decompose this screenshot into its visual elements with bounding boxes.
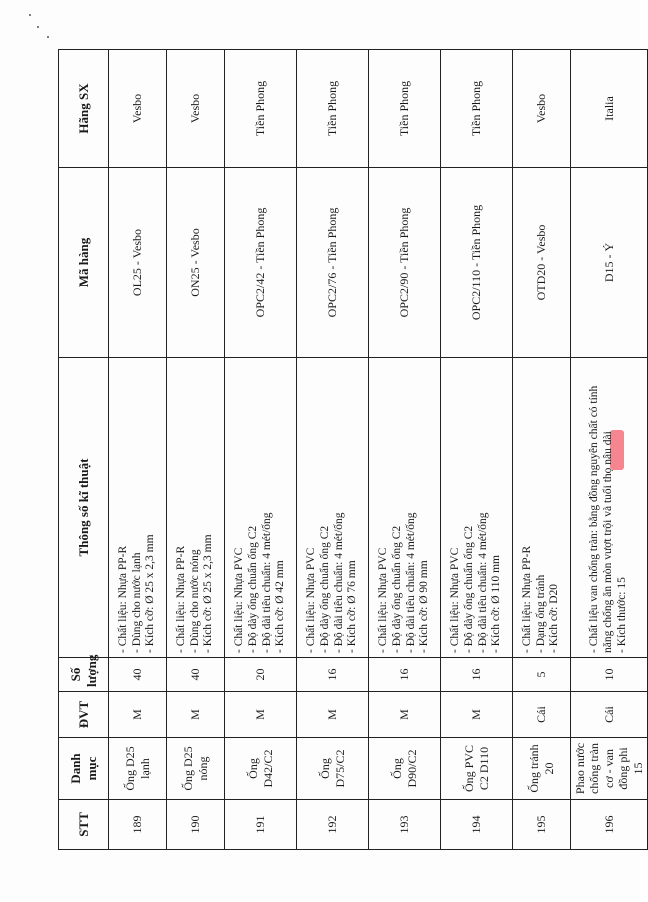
cell-so-luong: 5 bbox=[513, 658, 571, 692]
spec-line: - Độ dài tiêu chuẩn: 4 mét/ống bbox=[260, 512, 273, 653]
spec-line: - Kích cỡ: Ø 90 mm bbox=[418, 560, 431, 653]
cell-danh-muc: Phao nước chống tràn cơ - van đồng phi 15 bbox=[571, 738, 648, 800]
product-spec-table bbox=[58, 49, 648, 850]
spec-line: - Độ dày ống chuẩn ống C2 bbox=[246, 525, 259, 653]
table-row bbox=[109, 50, 167, 850]
table-row bbox=[571, 50, 648, 850]
spec-line: - Dùng cho nước nóng bbox=[188, 549, 201, 653]
spec-line: - Kích cỡ: Ø 25 x 2,3 mm bbox=[144, 534, 157, 653]
cell-dvt: M bbox=[441, 692, 513, 738]
cell-ma-hang: ON25 - Vesbo bbox=[167, 168, 225, 358]
table-row bbox=[513, 50, 571, 850]
spec-line: - Kích cỡ: Ø 76 mm bbox=[346, 560, 359, 653]
cell-so-luong: 16 bbox=[369, 658, 441, 692]
spec-line: - Độ dày ống chuẩn ống C2 bbox=[390, 525, 403, 653]
header-so-luong: Số lượng bbox=[59, 658, 109, 692]
cell-hang-sx: Tiền Phong bbox=[369, 50, 441, 168]
spec-line: - Kích cỡ: D20 bbox=[548, 584, 561, 653]
cell-thong-so bbox=[441, 358, 513, 658]
header-stt: STT bbox=[59, 800, 109, 850]
spec-line: - Kích cỡ: Ø 42 mm bbox=[274, 560, 287, 653]
cell-danh-muc: Ống D25 nóng bbox=[167, 738, 225, 800]
cell-stt: 190 bbox=[167, 800, 225, 850]
table-row bbox=[225, 50, 297, 850]
spec-line: - Độ dài tiêu chuẩn: 4 mét/ống bbox=[332, 512, 345, 653]
cell-so-luong: 10 bbox=[571, 658, 648, 692]
spec-line: - Kích thước: 15 bbox=[615, 577, 628, 653]
table-row bbox=[369, 50, 441, 850]
cell-ma-hang: OL25 - Vesbo bbox=[109, 168, 167, 358]
cell-stt: 193 bbox=[369, 800, 441, 850]
header-ma-hang: Mã hàng bbox=[59, 168, 109, 358]
spec-line: - Độ dày ống chuẩn ống C2 bbox=[318, 525, 331, 653]
spec-line: - Chất liệu: Nhựa PVC bbox=[448, 547, 461, 653]
cell-dvt: M bbox=[369, 692, 441, 738]
cell-stt: 196 bbox=[571, 800, 648, 850]
cell-so-luong: 20 bbox=[225, 658, 297, 692]
cell-stt: 195 bbox=[513, 800, 571, 850]
cell-hang-sx: Italia bbox=[571, 50, 648, 168]
cell-ma-hang: OPC2/90 - Tiền Phong bbox=[369, 168, 441, 358]
scan-marks bbox=[25, 12, 55, 42]
cell-thong-so bbox=[297, 358, 369, 658]
cell-thong-so bbox=[571, 358, 648, 658]
cell-danh-muc: Ống D90/C2 bbox=[369, 738, 441, 800]
cell-dvt: M bbox=[297, 692, 369, 738]
spec-line: - Dạng ống tránh bbox=[534, 574, 547, 653]
cell-stt: 189 bbox=[109, 800, 167, 850]
cell-hang-sx: Tiền Phong bbox=[441, 50, 513, 168]
spec-line: - Kích cỡ: Ø 25 x 2,3 mm bbox=[202, 534, 215, 653]
spec-line: - Độ dài tiêu chuẩn: 4 mét/ống bbox=[476, 512, 489, 653]
cell-thong-so bbox=[369, 358, 441, 658]
cell-thong-so bbox=[225, 358, 297, 658]
cell-ma-hang: OPC2/76 - Tiền Phong bbox=[297, 168, 369, 358]
cell-hang-sx: Tiền Phong bbox=[297, 50, 369, 168]
header-danh-muc: Danh mục bbox=[59, 738, 109, 800]
header-dvt: ĐVT bbox=[59, 692, 109, 738]
cell-dvt: M bbox=[109, 692, 167, 738]
cell-so-luong: 40 bbox=[167, 658, 225, 692]
cell-danh-muc: Ống tránh 20 bbox=[513, 738, 571, 800]
spec-line: - Dùng cho nước lạnh bbox=[130, 552, 143, 653]
cell-thong-so bbox=[513, 358, 571, 658]
spec-line: - Chất liệu van chống tràn: bằng đồng nguyên chất có tính năng chống ăn mòn vượt trội và tuổi thọ nâu dài bbox=[588, 385, 615, 653]
cell-ma-hang: OPC2/110 - Tiền Phong bbox=[441, 168, 513, 358]
spec-line: - Kích cỡ: Ø 110 mm bbox=[490, 555, 503, 653]
spec-line: - Chất liệu: Nhựa PVC bbox=[232, 547, 245, 653]
cell-so-luong: 16 bbox=[297, 658, 369, 692]
spec-line: - Độ dày ống chuẩn ống C2 bbox=[462, 525, 475, 653]
cell-hang-sx: Tiền Phong bbox=[225, 50, 297, 168]
cell-thong-so bbox=[109, 358, 167, 658]
cell-ma-hang: D15 - Ý bbox=[571, 168, 648, 358]
cell-dvt: Cái bbox=[513, 692, 571, 738]
table-row bbox=[167, 50, 225, 850]
cell-stt: 192 bbox=[297, 800, 369, 850]
table-header-row bbox=[59, 50, 109, 850]
spec-line: - Chất liệu: Nhựa PP-R bbox=[116, 545, 129, 653]
cell-so-luong: 16 bbox=[441, 658, 513, 692]
spec-line: - Chất liệu: Nhựa PVC bbox=[304, 547, 317, 653]
cell-danh-muc: Ống D75/C2 bbox=[297, 738, 369, 800]
table-row bbox=[441, 50, 513, 850]
header-thong-so: Thông số kĩ thuật bbox=[59, 358, 109, 658]
cell-dvt: M bbox=[167, 692, 225, 738]
cell-hang-sx: Vesbo bbox=[109, 50, 167, 168]
cell-ma-hang: OTD20 - Vesbo bbox=[513, 168, 571, 358]
cell-hang-sx: Vesbo bbox=[167, 50, 225, 168]
cell-dvt: Cái bbox=[571, 692, 648, 738]
table-body bbox=[109, 50, 648, 850]
cell-stt: 191 bbox=[225, 800, 297, 850]
table-row bbox=[297, 50, 369, 850]
cell-danh-muc: Ống D42/C2 bbox=[225, 738, 297, 800]
spec-line: - Chất liệu: Nhựa PP-R bbox=[520, 545, 533, 653]
cell-danh-muc: Ống D25 lạnh bbox=[109, 738, 167, 800]
cell-dvt: M bbox=[225, 692, 297, 738]
spec-line: - Độ dài tiêu chuẩn: 4 mét/ống bbox=[404, 512, 417, 653]
cell-ma-hang: OPC2/42 - Tiền Phong bbox=[225, 168, 297, 358]
cell-thong-so bbox=[167, 358, 225, 658]
cell-danh-muc: Ống PVC C2 D110 bbox=[441, 738, 513, 800]
spec-line: - Chất liệu: Nhựa PVC bbox=[376, 547, 389, 653]
header-hang-sx: Hãng SX bbox=[59, 50, 109, 168]
cell-so-luong: 40 bbox=[109, 658, 167, 692]
rotated-table-wrapper bbox=[58, 50, 645, 850]
cell-hang-sx: Vesbo bbox=[513, 50, 571, 168]
spec-line: - Chất liệu: Nhựa PP-R bbox=[174, 545, 187, 653]
cell-stt: 194 bbox=[441, 800, 513, 850]
